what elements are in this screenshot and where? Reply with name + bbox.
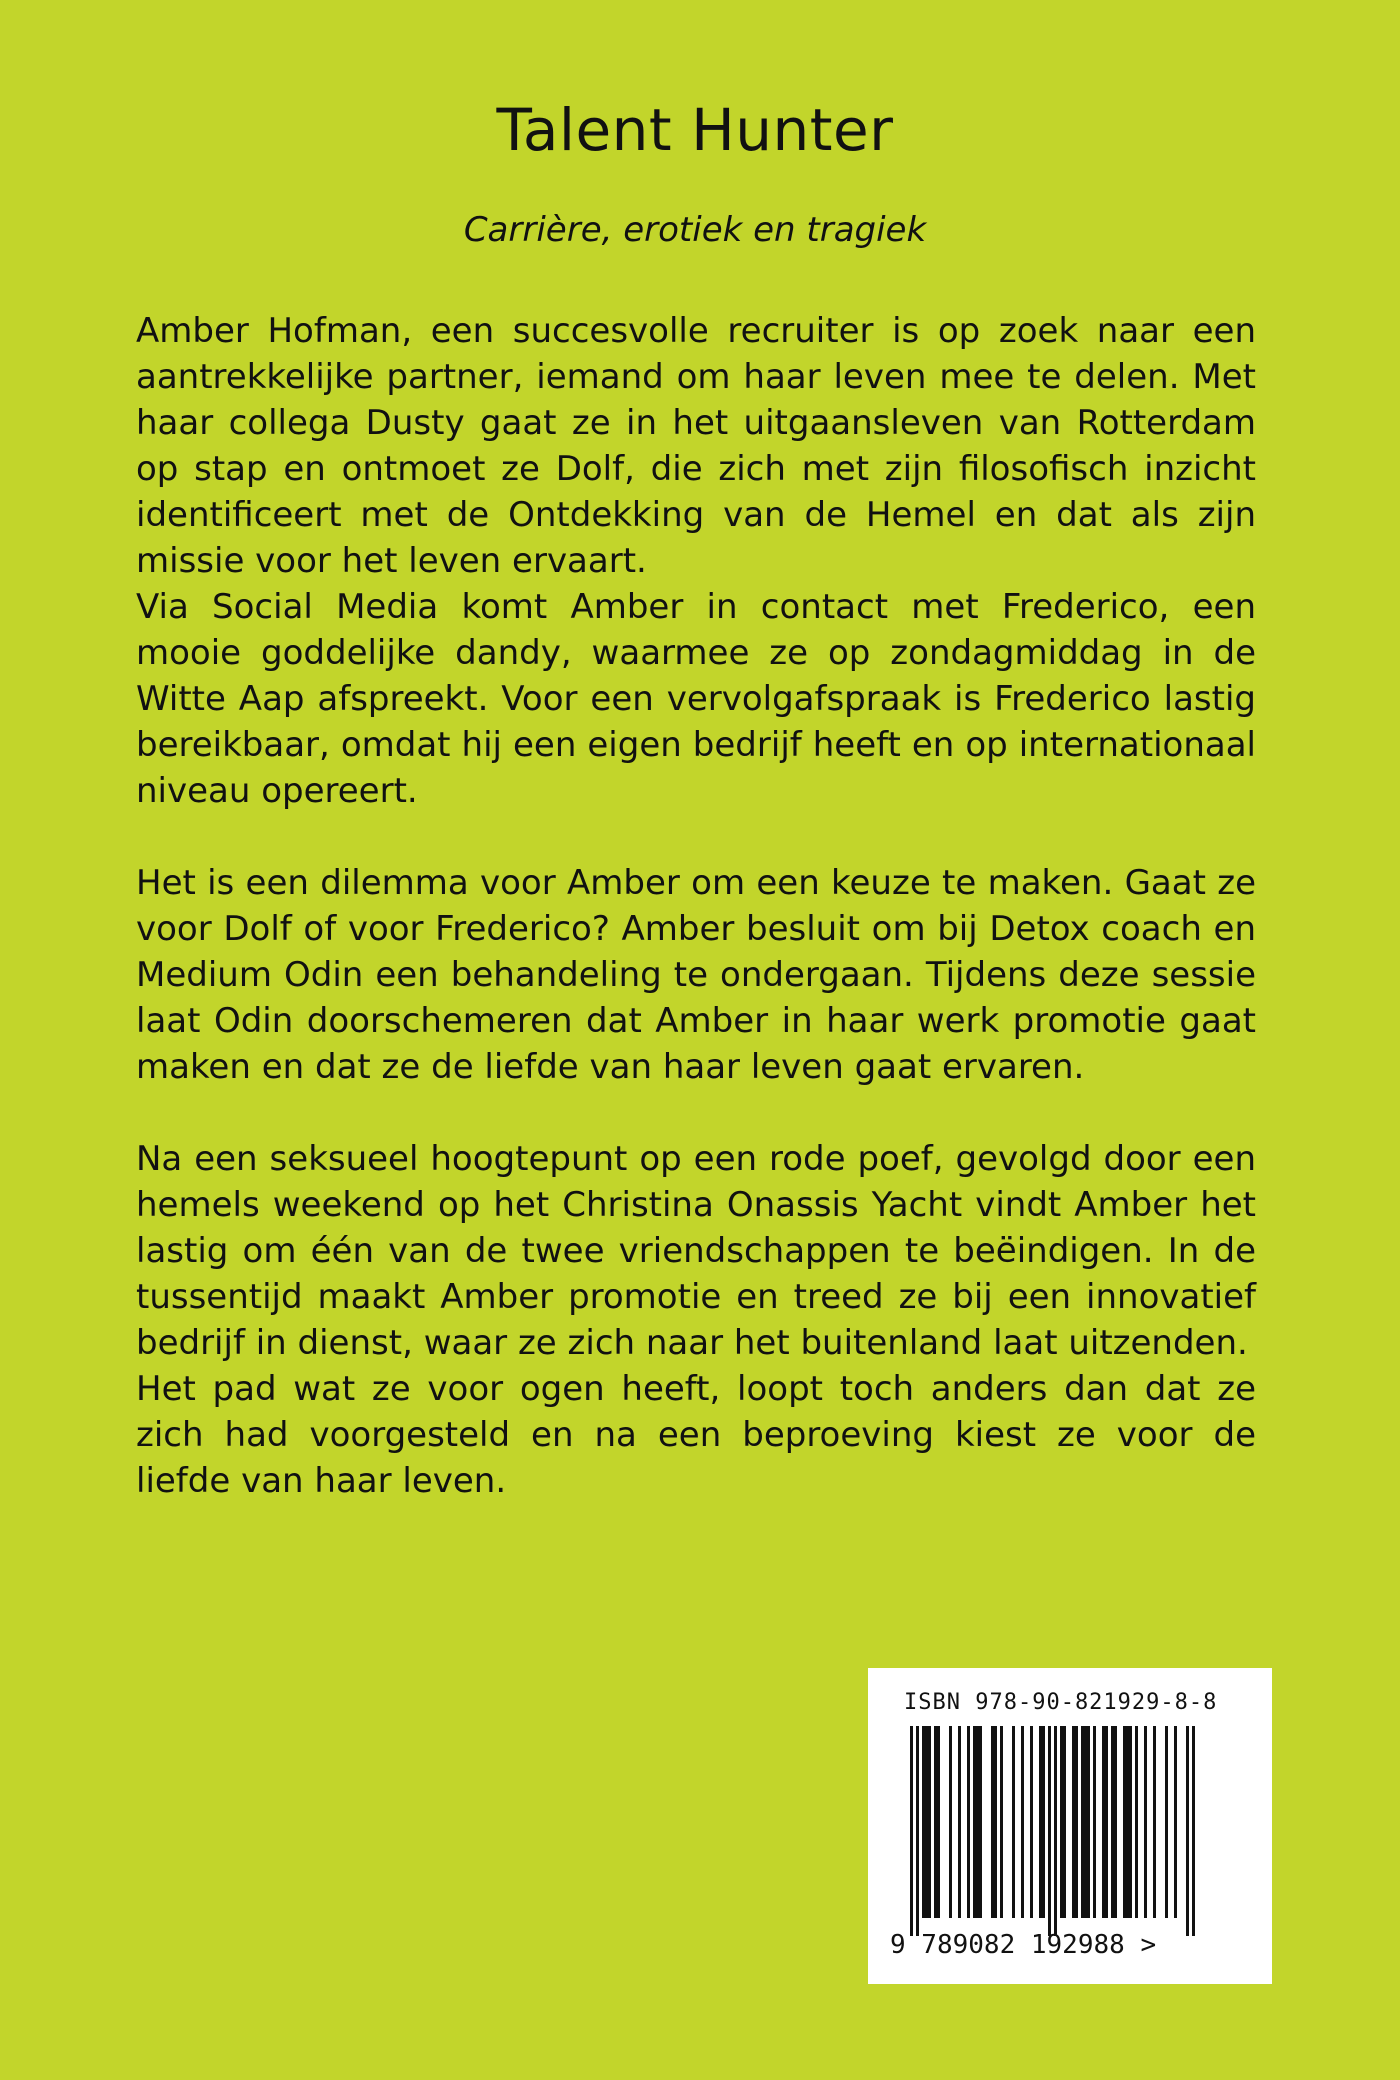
- barcode-bar: [1039, 1726, 1042, 1918]
- barcode-bar: [1135, 1726, 1138, 1918]
- barcode-bar: [1060, 1726, 1063, 1918]
- book-subtitle: Carrière, erotiek en tragiek: [463, 210, 927, 250]
- barcode-bar: [1165, 1726, 1168, 1918]
- barcode-bar: [1102, 1726, 1105, 1918]
- barcode-bar: [1021, 1726, 1024, 1918]
- barcode-digits: 9 789082 192988 >: [890, 1930, 1157, 1960]
- paragraph-spacer: [136, 1090, 1256, 1136]
- barcode-bar: [967, 1726, 970, 1918]
- blurb-paragraph-2: Via Social Media komt Amber in contact met Frederico, een mooie goddelijke dandy, waarmee ze op zondagmiddag in de Witte Aap afspreekt. Voor een vervolgafspraak is Frederico lastig bereikbaar, omdat hij een eigen bedrijf heeft en op internationaal niveau opereert.: [136, 587, 1256, 811]
- barcode-bars: [892, 1726, 1232, 1936]
- barcode-guard-bar: [1048, 1726, 1051, 1936]
- blurb-paragraph-1: Amber Hofman, een succesvolle recruiter is op zoek naar een aantrekkelijke partner, iemand om haar leven mee te delen. Met haar collega Dusty gaat ze in het uitgaansleven van Rotterdam op stap en ontmoet ze Dolf, die zich met zijn filosofisch inzicht identificeert met de Ontdekking van de Hemel en dat als zijn missie voor het leven ervaart.: [136, 311, 1256, 581]
- barcode-bar: [973, 1726, 976, 1918]
- barcode-bar: [1000, 1726, 1003, 1918]
- barcode-bar: [1030, 1726, 1033, 1918]
- barcode-bar: [1123, 1726, 1126, 1918]
- barcode-bar: [1075, 1726, 1078, 1918]
- barcode-bar: [1126, 1726, 1129, 1918]
- barcode-guard-bar: [916, 1726, 919, 1936]
- barcode-bar: [937, 1726, 940, 1918]
- barcode-bar: [922, 1726, 925, 1918]
- barcode-bar: [1072, 1726, 1075, 1918]
- barcode-bar: [994, 1726, 997, 1918]
- barcode-bar: [1081, 1726, 1084, 1918]
- barcode-bar: [1114, 1726, 1117, 1918]
- barcode-bar: [991, 1726, 994, 1918]
- barcode-bar: [928, 1726, 931, 1918]
- barcode-bar: [1174, 1726, 1177, 1918]
- barcode-bar: [949, 1726, 952, 1918]
- barcode-bar: [976, 1726, 979, 1918]
- barcode-guard-bar: [1192, 1726, 1195, 1936]
- barcode-bar: [925, 1726, 928, 1918]
- blurb-paragraph-5: Het pad wat ze voor ogen heeft, loopt toch anders dan dat ze zich had voorgesteld en na een beproeving kiest ze voor de liefde van haar leven.: [136, 1369, 1256, 1501]
- blurb-paragraph-4: Na een seksueel hoogtepunt op een rode poef, gevolgd door een hemels weekend op het Christina Onassis Yacht vindt Amber het lastig om één van de twee vriendschappen te beëindigen. In de tussentijd maakt Amber promotie en treed ze bij een innovatief bedrijf in dienst, waar ze zich naar het buitenland laat uitzenden.: [136, 1139, 1256, 1363]
- barcode-guard-bar: [910, 1726, 913, 1936]
- paragraph-spacer: [136, 814, 1256, 860]
- barcode-bar: [1129, 1726, 1132, 1918]
- isbn-barcode: [868, 1668, 1272, 1984]
- barcode-bar: [1144, 1726, 1147, 1918]
- barcode-guard-bar: [1186, 1726, 1189, 1936]
- barcode-bar: [958, 1726, 961, 1918]
- blurb-paragraph-3: Het is een dilemma voor Amber om een keuze te maken. Gaat ze voor Dolf of voor Frederico? Amber besluit om bij Detox coach en Medium Odin een behandeling te ondergaan. Tijdens deze sessie laat Odin doorschemeren dat Amber in haar werk promotie gaat maken en dat ze de liefde van haar leven gaat ervaren.: [136, 863, 1256, 1087]
- barcode-bar: [979, 1726, 982, 1918]
- barcode-bar: [1105, 1726, 1108, 1918]
- barcode-bar: [1012, 1726, 1015, 1918]
- barcode-bar: [1063, 1726, 1066, 1918]
- barcode-bar: [1084, 1726, 1087, 1918]
- isbn-label: ISBN 978-90-821929-8-8: [904, 1690, 1218, 1715]
- barcode-bar: [1042, 1726, 1045, 1918]
- barcode-guard-bar: [1054, 1726, 1057, 1936]
- barcode-bar: [1153, 1726, 1156, 1918]
- barcode-bar: [1093, 1726, 1096, 1918]
- book-title: Talent Hunter: [496, 96, 894, 164]
- blurb: [136, 308, 1256, 1504]
- barcode-bar: [1111, 1726, 1114, 1918]
- barcode-bar: [934, 1726, 937, 1918]
- barcode-bar: [1087, 1726, 1090, 1918]
